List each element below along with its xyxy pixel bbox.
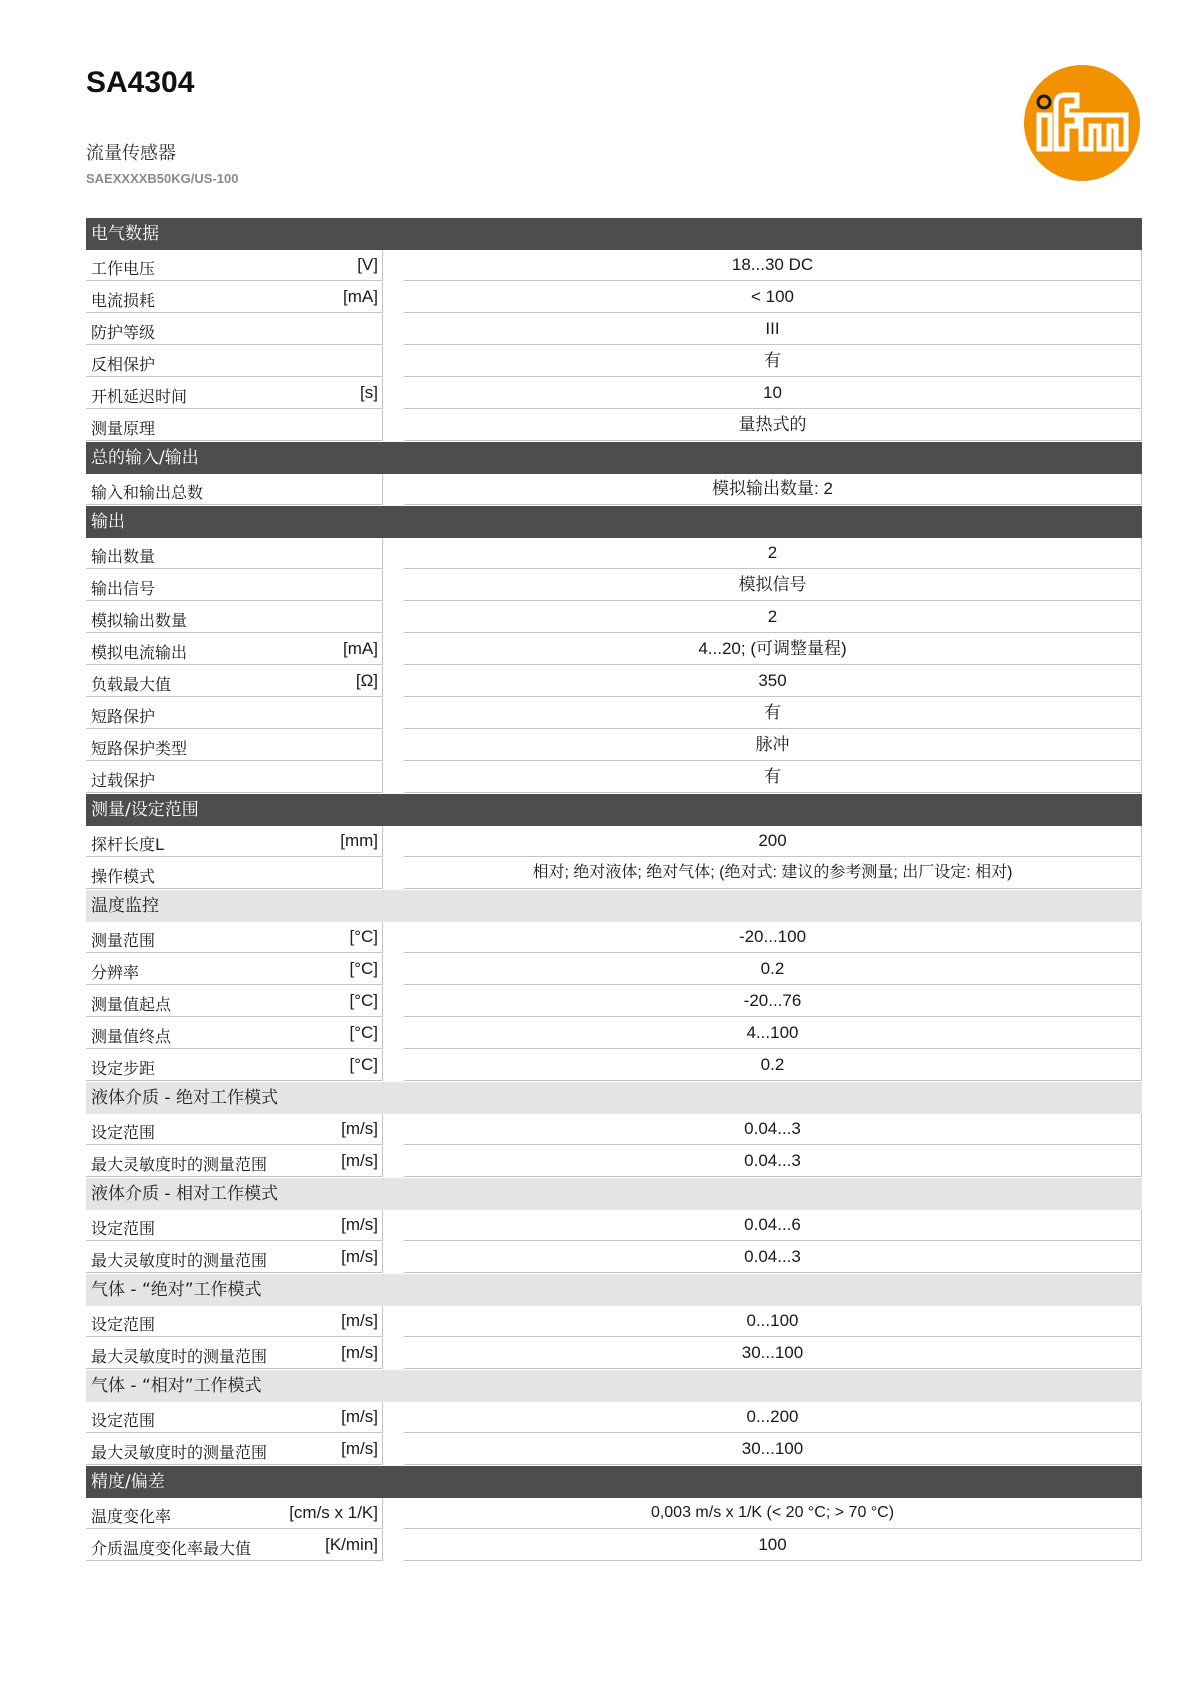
spec-unit: [m/s] [341,1151,378,1170]
spec-label-cell [86,474,383,505]
spec-label-cell [86,250,383,281]
spec-value: 4...100 [404,1018,1142,1049]
spec-label: 设定步距 [91,1059,156,1078]
spec-row [86,762,1142,794]
spec-value: III [404,314,1142,345]
spec-label-cell [86,602,383,633]
spec-value: 有 [404,346,1142,377]
spec-label-cell [86,1498,383,1529]
spec-label: 测量范围 [91,931,156,950]
spec-label-cell [86,730,383,761]
spec-label-cell [86,1402,383,1433]
spec-row [86,1434,1142,1466]
spec-value: 0...100 [404,1306,1142,1337]
spec-unit: [°C] [349,991,378,1010]
spec-row [86,1114,1142,1146]
spec-label-cell [86,858,383,889]
spec-row [86,634,1142,666]
spec-value: 200 [404,826,1142,857]
spec-row [86,314,1142,346]
spec-row [86,986,1142,1018]
spec-label-cell [86,282,383,313]
spec-row [86,1146,1142,1178]
spec-value: 0,003 m/s x 1/K (< 20 °C; > 70 °C) [404,1498,1142,1529]
spec-row [86,250,1142,282]
spec-row [86,1338,1142,1370]
spec-value: 2 [404,538,1142,569]
spec-label: 最大灵敏度时的测量范围 [91,1155,268,1174]
spec-label-cell [86,378,383,409]
spec-label: 过载保护 [91,771,156,790]
spec-value: 0.04...3 [404,1242,1142,1273]
spec-row [86,826,1142,858]
spec-unit: [Ω] [355,671,378,690]
subsection-header: 温度监控 [86,890,1142,922]
spec-value: 350 [404,666,1142,697]
spec-label-cell [86,1338,383,1369]
spec-unit: [cm/s x 1/K] [289,1503,378,1522]
spec-label-cell [86,1306,383,1337]
spec-unit: [mA] [343,287,378,306]
spec-row [86,602,1142,634]
article-code: SAEXXXXB50KG/US-100 [86,171,239,186]
spec-row [86,954,1142,986]
spec-unit: [m/s] [341,1407,378,1426]
spec-value: 0.2 [404,1050,1142,1081]
spec-label: 最大灵敏度时的测量范围 [91,1443,268,1462]
spec-row [86,1210,1142,1242]
spec-label-cell [86,410,383,441]
spec-row [86,698,1142,730]
spec-label-cell [86,570,383,601]
spec-label: 分辨率 [91,963,140,982]
spec-row [86,282,1142,314]
spec-label-cell [86,954,383,985]
section-header: 测量/设定范围 [86,794,1142,826]
spec-value: 100 [404,1530,1142,1561]
spec-value: 有 [404,762,1142,793]
spec-label: 输出信号 [91,579,156,598]
subsection-header: 气体 - “相对”工作模式 [86,1370,1142,1402]
spec-label-cell [86,1530,383,1561]
spec-label-cell [86,762,383,793]
spec-label: 设定范围 [91,1411,156,1430]
spec-label-cell [86,986,383,1017]
spec-value: 模拟信号 [404,570,1142,601]
spec-value: -20...100 [404,922,1142,953]
spec-value: 10 [404,378,1142,409]
spec-label-cell [86,698,383,729]
spec-label: 设定范围 [91,1315,156,1334]
product-model-title: SA4304 [86,66,195,99]
spec-row [86,730,1142,762]
spec-value: -20...76 [404,986,1142,1017]
spec-label: 反相保护 [91,355,156,374]
spec-value: 2 [404,602,1142,633]
spec-label-cell [86,922,383,953]
spec-label: 短路保护类型 [91,739,188,758]
spec-row [86,474,1142,506]
spec-value: 相对; 绝对液体; 绝对气体; (绝对式: 建议的参考测量; 出厂设定: 相对) [404,858,1142,889]
spec-label-cell [86,538,383,569]
spec-row [86,346,1142,378]
spec-label: 测量原理 [91,419,156,438]
spec-label: 负载最大值 [91,675,172,694]
spec-unit: [°C] [349,1055,378,1074]
subsection-header: 液体介质 - 绝对工作模式 [86,1082,1142,1114]
spec-label: 模拟输出数量 [91,611,188,630]
datasheet-table [86,218,1142,1562]
spec-value: 0.04...3 [404,1114,1142,1145]
spec-label-cell [86,826,383,857]
spec-unit: [m/s] [341,1215,378,1234]
spec-value: 0...200 [404,1402,1142,1433]
spec-row [86,570,1142,602]
spec-value: 有 [404,698,1142,729]
spec-label-cell [86,1114,383,1145]
spec-value: < 100 [404,282,1142,313]
spec-label: 设定范围 [91,1219,156,1238]
section-header: 总的输入/输出 [86,442,1142,474]
spec-label-cell [86,1018,383,1049]
spec-row [86,666,1142,698]
spec-row [86,922,1142,954]
spec-label-cell [86,634,383,665]
spec-row [86,858,1142,890]
spec-unit: [m/s] [341,1439,378,1458]
spec-unit: [mm] [340,831,378,850]
spec-label-cell [86,1146,383,1177]
subsection-header: 液体介质 - 相对工作模式 [86,1178,1142,1210]
spec-label: 操作模式 [91,867,156,886]
spec-label: 输出数量 [91,547,156,566]
spec-label-cell [86,1434,383,1465]
spec-label: 开机延迟时间 [91,387,188,406]
spec-row [86,1402,1142,1434]
section-header: 电气数据 [86,218,1142,250]
spec-unit: [°C] [349,1023,378,1042]
spec-row [86,1242,1142,1274]
spec-unit: [s] [360,383,378,402]
spec-row [86,1306,1142,1338]
section-header: 输出 [86,506,1142,538]
spec-unit: [V] [357,255,378,274]
spec-value: 0.04...3 [404,1146,1142,1177]
spec-value: 量热式的 [404,410,1142,441]
spec-label: 探杆长度L [91,835,164,854]
spec-unit: [mA] [343,639,378,658]
spec-label: 设定范围 [91,1123,156,1142]
spec-label: 最大灵敏度时的测量范围 [91,1347,268,1366]
spec-label: 最大灵敏度时的测量范围 [91,1251,268,1270]
spec-unit: [m/s] [341,1311,378,1330]
spec-row [86,410,1142,442]
spec-row [86,538,1142,570]
spec-unit: [m/s] [341,1247,378,1266]
spec-label: 输入和输出总数 [91,483,204,502]
spec-value: 4...20; (可调整量程) [404,634,1142,665]
product-type: 流量传感器 [86,143,176,164]
spec-value: 30...100 [404,1338,1142,1369]
subsection-header: 气体 - “绝对”工作模式 [86,1274,1142,1306]
spec-label: 温度变化率 [91,1507,172,1526]
spec-label: 短路保护 [91,707,156,726]
spec-label: 测量值起点 [91,995,172,1014]
spec-unit: [°C] [349,927,378,946]
spec-label: 测量值终点 [91,1027,172,1046]
spec-value: 0.2 [404,954,1142,985]
spec-label: 电流损耗 [91,291,156,310]
spec-label-cell [86,346,383,377]
spec-label-cell [86,666,383,697]
spec-row [86,1018,1142,1050]
spec-row [86,1498,1142,1530]
spec-unit: [°C] [349,959,378,978]
spec-row [86,1530,1142,1562]
spec-unit: [K/min] [325,1535,378,1554]
spec-label: 防护等级 [91,323,156,342]
spec-label: 工作电压 [91,259,156,278]
spec-unit: [m/s] [341,1343,378,1362]
spec-unit: [m/s] [341,1119,378,1138]
ifm-logo [1023,64,1141,182]
section-header: 精度/偏差 [86,1466,1142,1498]
spec-value: 0.04...6 [404,1210,1142,1241]
spec-label-cell [86,1050,383,1081]
spec-value: 脉冲 [404,730,1142,761]
spec-row [86,1050,1142,1082]
spec-label-cell [86,1210,383,1241]
spec-label-cell [86,1242,383,1273]
spec-label: 模拟电流输出 [91,643,188,662]
spec-row [86,378,1142,410]
spec-value: 模拟输出数量: 2 [404,474,1142,505]
spec-value: 18...30 DC [404,250,1142,281]
spec-label-cell [86,314,383,345]
spec-value: 30...100 [404,1434,1142,1465]
spec-label: 介质温度变化率最大值 [91,1539,252,1558]
